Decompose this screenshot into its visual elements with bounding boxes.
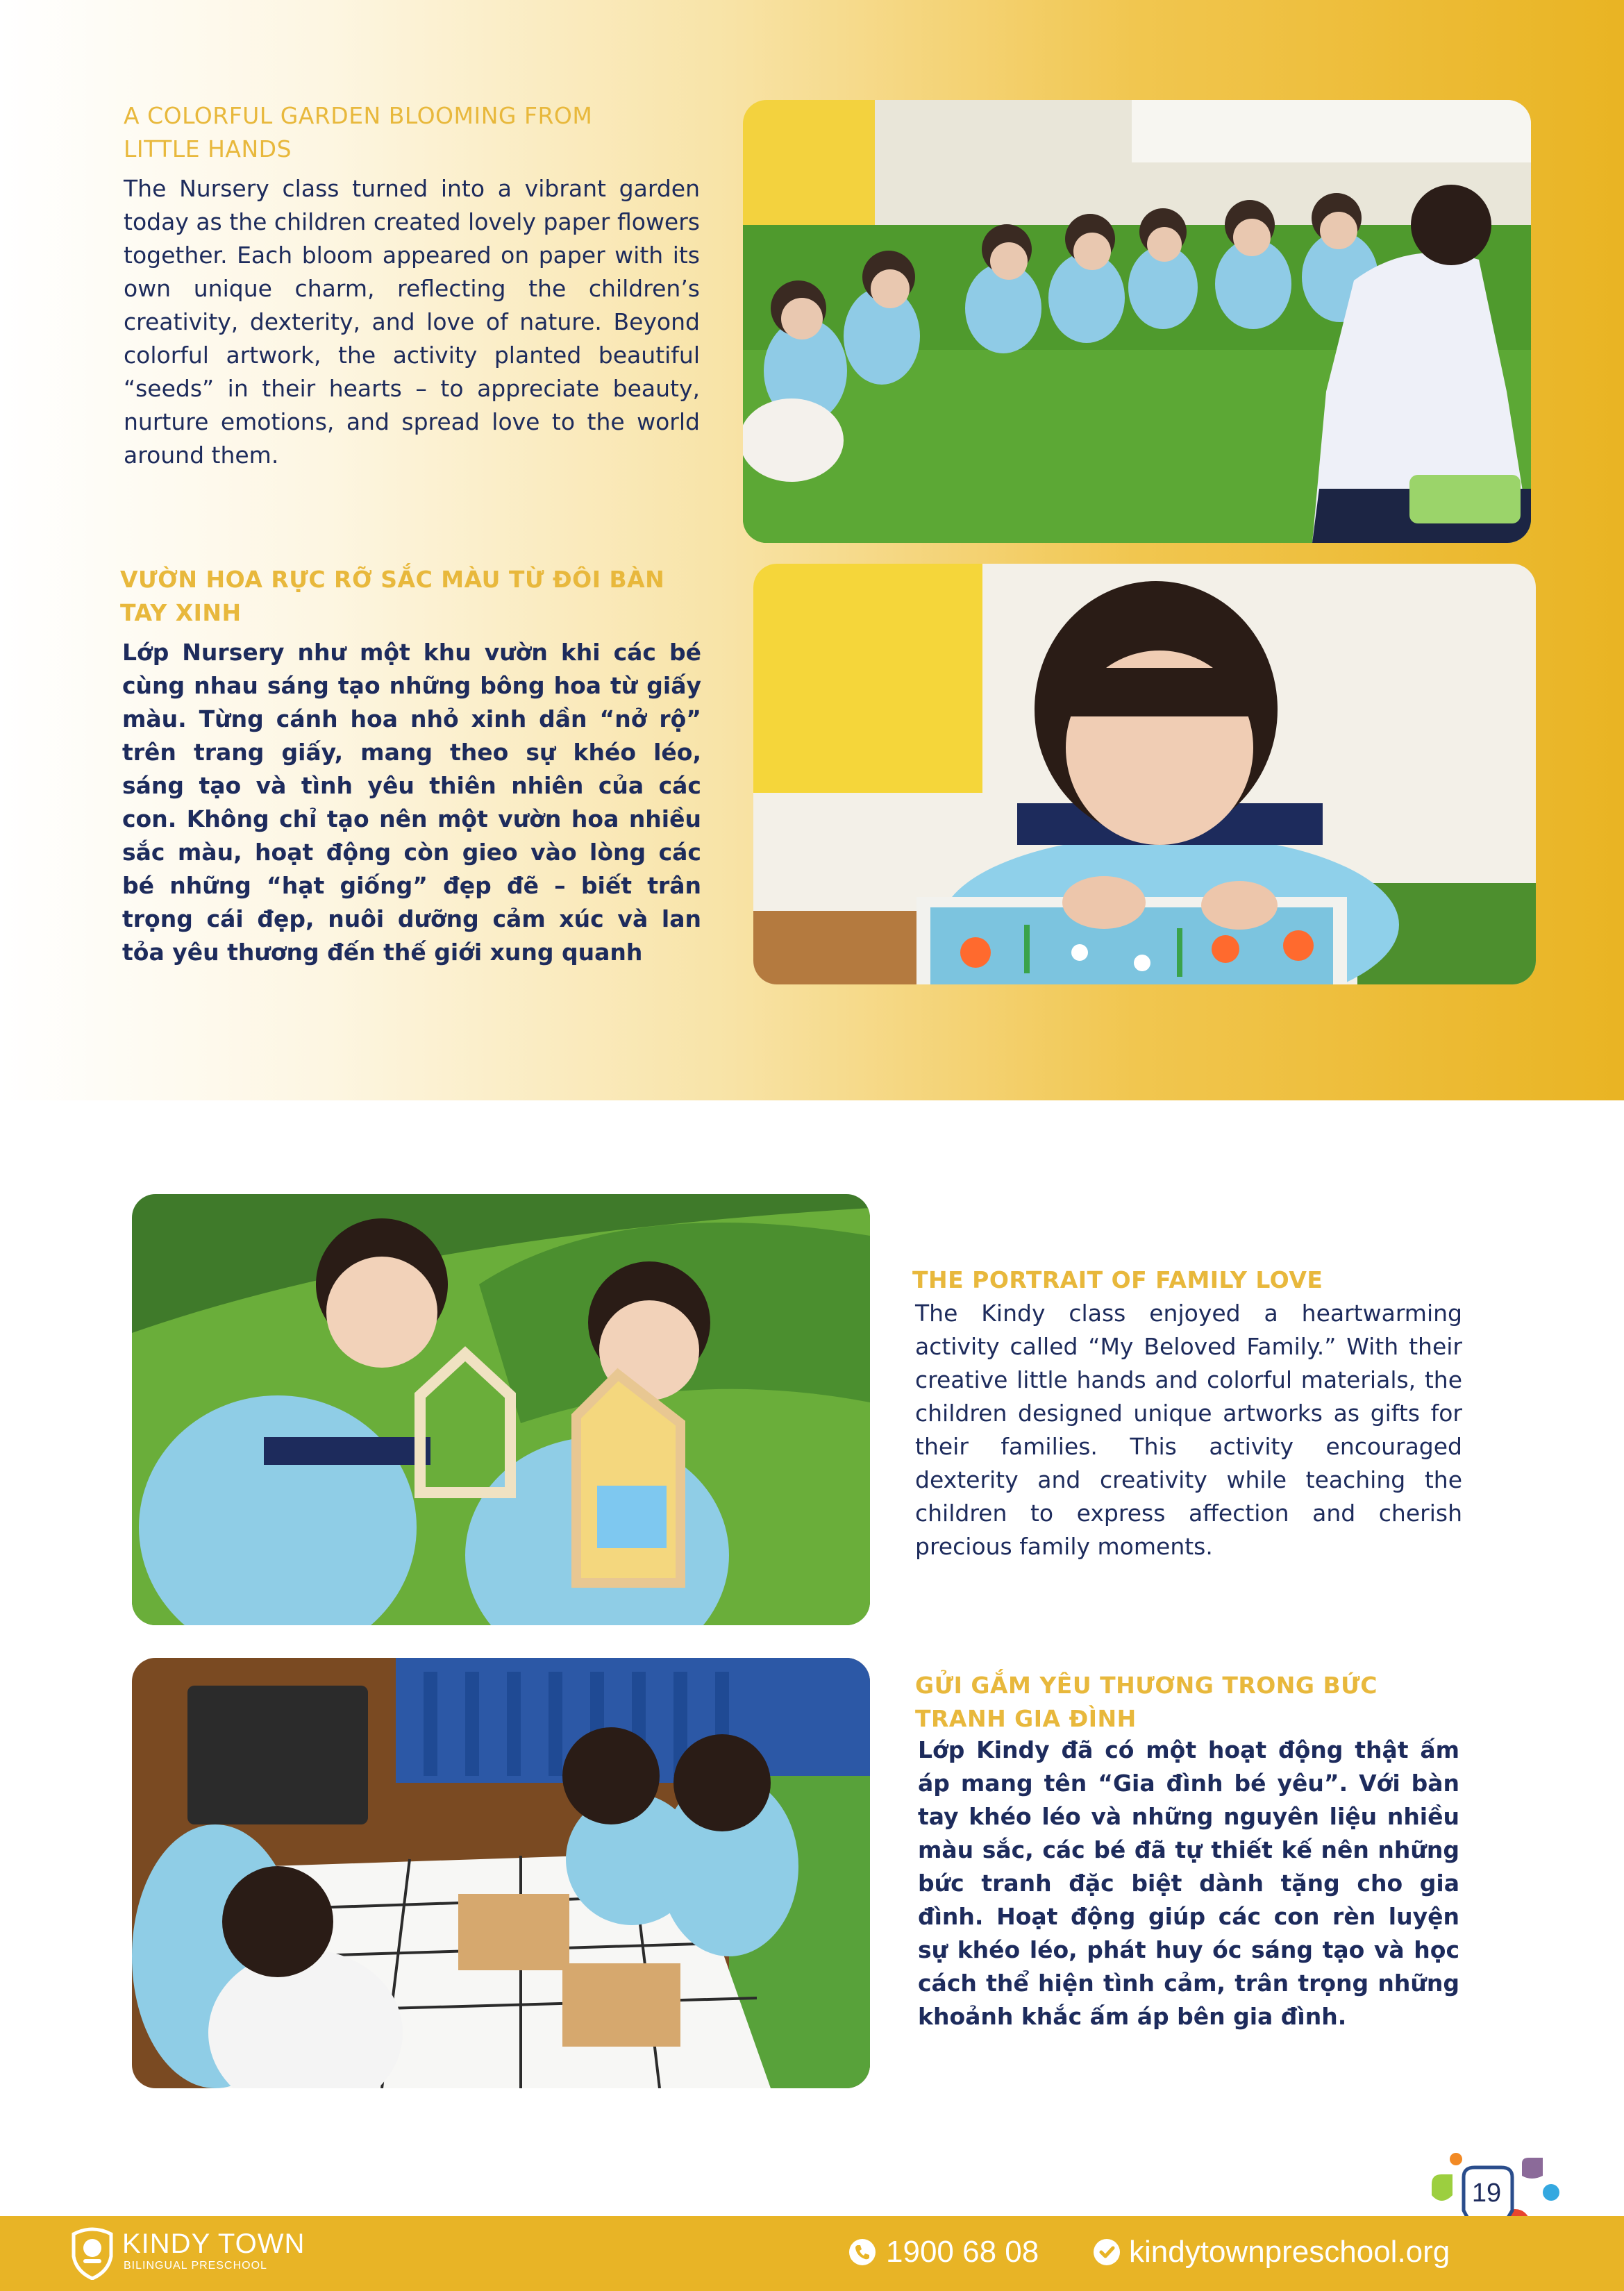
body-portrait-family-love: The Kindy class enjoyed a heartwarming activity called “My Beloved Family.” With their creative little hands and colorful materials, the children designed unique artworks as gifts for their families. This activity encouraged dexterity and creativity while teaching the children to express affection and cherish precious family moments. xyxy=(915,1300,1462,1560)
body-vuon-hoa: Lớp Nursery như một khu vườn khi các bé cùng nhau sáng tạo những bông hoa từ giấy màu. Từng cánh hoa nhỏ xinh dần “nở rộ” trên trang giấy, mang theo sự khéo léo, sáng tạo và tình yêu thiên nhiên của các con. Không chỉ tạo nên một vườn hoa nhiều sắc màu, hoạt động còn gieo vào lòng các bé những “hạt giống” đẹp đẽ – biết trân trọng cái đẹp, nuôi dưỡng cảm xúc và lan tỏa yêu thương đến thế giới xung quanh xyxy=(122,639,701,966)
heading-vuon-hoa: VƯỜN HOA RỰC RỠ SẮC MÀU TỪ ĐÔI BÀN TAY XINH xyxy=(120,566,665,626)
heading-colorful-garden: A COLORFUL GARDEN BLOOMING FROM LITTLE HANDS xyxy=(124,102,593,162)
photo-kindy-crafting-table xyxy=(132,1658,870,2088)
photo-nursery-circle-time xyxy=(743,100,1531,543)
website-link[interactable]: kindytownpreschool.org xyxy=(1129,2235,1450,2269)
photo-nursery-paper-flowers xyxy=(753,564,1536,984)
body-gui-gam-yeu-thuong: Lớp Kindy đã có một hoạt động thật ấm áp mang tên “Gia đình bé yêu”. Với bàn tay khéo léo và những nguyên liệu nhiều màu sắc, các bé đã tự thiết kế nên những bức tranh đặc biệt dành tặng cho gia đình. Hoạt động giúp các con rèn luyện sự khéo léo, phát huy óc sáng tạo và học cách thể hiện tình cảm, trân trọng những khoảnh khắc ấm áp bên gia đình. xyxy=(918,1736,1459,2030)
web-link-icon xyxy=(1093,2238,1121,2266)
heading-portrait-family-love: THE PORTRAIT OF FAMILY LOVE xyxy=(912,1266,1323,1293)
heading-gui-gam-yeu-thuong: GỬI GẮM YÊU THƯƠNG TRONG BỨC TRANH GIA ĐÌNH xyxy=(915,1672,1378,1732)
body-colorful-garden: The Nursery class turned into a vibrant garden today as the children created lovely paper flowers together. Each bloom appeared on paper with its own unique charm, reflecting the children’s creativity, dexterity, and love of nature. Beyond colorful artwork, the activity planted beautiful “seeds” in their hearts – to appreciate beauty, nurture emotions, and spread love to the world around them. xyxy=(124,175,700,469)
page-number: 19 xyxy=(1471,2179,1502,2208)
kindy-town-logo-icon xyxy=(68,2224,117,2280)
phone-number[interactable]: 1900 68 08 xyxy=(886,2235,1039,2269)
brand-name: KINDY TOWN xyxy=(122,2229,305,2259)
phone-icon xyxy=(848,2238,876,2266)
photo-kindy-family-houses xyxy=(132,1194,870,1625)
brand-subtitle: BILINGUAL PRESCHOOL xyxy=(124,2260,267,2272)
